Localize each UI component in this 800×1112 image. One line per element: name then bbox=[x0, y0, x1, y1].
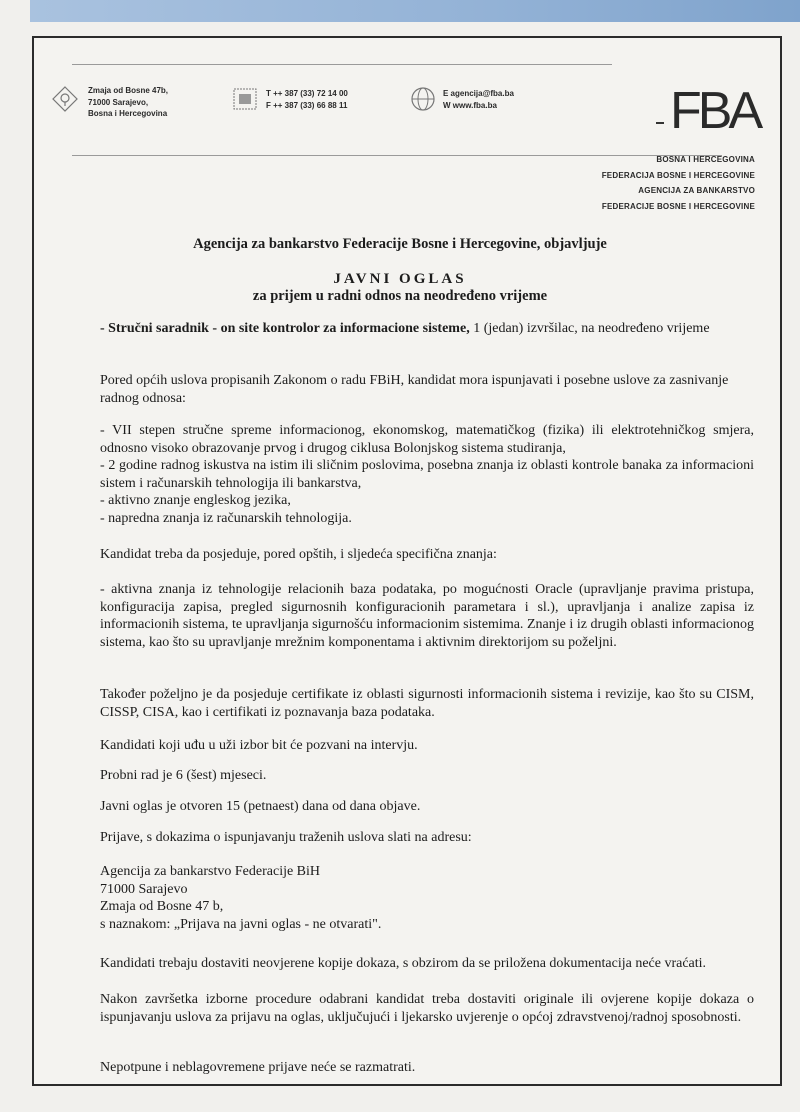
address-line: Zmaja od Bosne 47b, bbox=[88, 86, 169, 95]
ad-subtitle: za prijem u radni odnos na neodređeno vrijeme bbox=[252, 288, 548, 304]
condition-item: - aktivno znanje engleskog jezika, bbox=[100, 493, 291, 508]
conditions-intro: Pored općih uslova propisanih Zakonom o radu FBiH, kandidat mora ispunjavati i posebne uslove za zasnivanje radnog odnosa: bbox=[100, 373, 729, 406]
address-line: s naznakom: „Prijava na javni oglas - ne otvarati". bbox=[100, 916, 382, 932]
position-paragraph bbox=[100, 320, 754, 338]
header-address bbox=[88, 85, 168, 120]
header-web bbox=[443, 88, 514, 111]
globe-icon bbox=[410, 86, 436, 112]
condition-item: - 2 godine radnog iskustva na istim ili sličnim poslovima, posebna znanja iz oblasti kontrole banaka za informacioni sistem i računarskih tehnologija ili bankarstva, bbox=[100, 458, 754, 491]
org-line: FEDERACIJE BOSNE I HERCEGOVINE bbox=[601, 201, 755, 211]
originals-note: Nakon završetka izborne procedure odabrani kandidat treba dostaviti originale ili ovjerene kopije dokaza o ispunjavanju uslova za prijavu na oglas, uključujući i ljekarsko uvjerenje o općoj zdravstvenoj/radnoj sposobnosti. bbox=[100, 992, 754, 1025]
certificates-paragraph: Također poželjno je da posjeduje certifikate iz oblasti sigurnosti informacionih sistema i revizije, kao što su CISM, CISSP, CISA, kao i certifikati iz poznavanja baza podataka. bbox=[100, 687, 754, 720]
address-line: Bosna i Hercegovina bbox=[88, 109, 168, 118]
org-line: BOSNA I HERCEGOVINA bbox=[656, 155, 755, 164]
address-line: 71000 Sarajevo bbox=[100, 881, 188, 897]
conditions-list bbox=[100, 422, 754, 527]
position-details: 1 (jedan) izvršilac, na neodređeno vrijeme bbox=[469, 321, 710, 336]
logo-dash bbox=[656, 122, 664, 124]
svg-text:FBA: FBA bbox=[670, 82, 760, 135]
phone-icon bbox=[232, 86, 258, 112]
interview-note: Kandidati koji uđu u uži izbor bit će pozvani na intervju. bbox=[100, 738, 418, 753]
apply-instructions: Prijave, s dokazima o ispunjavanju traženih uslova slati na adresu: bbox=[100, 830, 472, 845]
org-line: AGENCIJA ZA BANKARSTVO bbox=[638, 186, 755, 195]
probation-note: Probni rad je 6 (šest) mjeseci. bbox=[100, 768, 267, 783]
condition-item: - napredna znanja iz računarskih tehnologija. bbox=[100, 510, 352, 526]
address-line: Zmaja od Bosne 47 b, bbox=[100, 899, 224, 914]
copies-note: Kandidati trebaju dostaviti neovjerene kopije dokaza, s obzirom da se priložena dokumentacija neće vraćati. bbox=[100, 956, 707, 971]
ad-title: JAVNI OGLAS bbox=[333, 271, 467, 287]
location-icon bbox=[52, 86, 78, 112]
fax-number: F ++ 387 (33) 66 88 11 bbox=[266, 100, 348, 110]
header-org-lines bbox=[602, 152, 755, 214]
org-line: FEDERACIJA BOSNE I HERCEGOVINE bbox=[601, 170, 755, 180]
open-period-note: Javni oglas je otvoren 15 (petnaest) dana od dana objave. bbox=[100, 799, 421, 814]
ad-intro: Agencija za bankarstvo Federacije Bosne i Hercegovine, objavljuje bbox=[193, 236, 607, 252]
email-address: E agencija@fba.ba bbox=[443, 89, 514, 98]
knowledge-intro: Kandidat treba da posjeduje, pored opštih, i sljedeća specifična znanja: bbox=[100, 547, 497, 562]
incomplete-note: Nepotpune i neblagovremene prijave neće se razmatrati. bbox=[100, 1060, 416, 1075]
address-line: 71000 Sarajevo, bbox=[88, 97, 149, 107]
address-line: Agencija za bankarstvo Federacije BiH bbox=[100, 864, 321, 879]
phone-number: T ++ 387 (33) 72 14 00 bbox=[266, 89, 348, 98]
newspaper-color-strip bbox=[30, 0, 800, 22]
knowledge-paragraph: - aktivna znanja iz tehnologije relacionih baza podataka, po mogućnosti Oracle (upravljanje pravima pristupa, konfiguracija zapisa, pregled sigurnosnih konfiguracionih parametara i sl.), upravljanja i analize zapisa iz informacionih sistema, te upravljanja sigurnošću informacionim sistemima. Znanje i iz drugih oblasti informacionog sistema, kao što su upravljanje mrežnim komponentama i aktivnim direktorijom su poželjni. bbox=[100, 582, 754, 650]
application-address bbox=[100, 863, 754, 933]
condition-item: - VII stepen stručne spreme informacionog, ekonomskog, matematičkog (fizika) ili elektrotehničkog smjera, odnosno visoko obrazovanje prvog i drugog ciklusa Bolonjskog sistema studiranja, bbox=[100, 423, 754, 456]
fba-logo bbox=[670, 80, 765, 135]
position-title: - Stručni saradnik - on site kontrolor za informacione sisteme, bbox=[100, 321, 470, 336]
header-rule-top bbox=[72, 64, 612, 65]
header-phone bbox=[266, 88, 348, 111]
website-address: W www.fba.ba bbox=[443, 100, 497, 110]
